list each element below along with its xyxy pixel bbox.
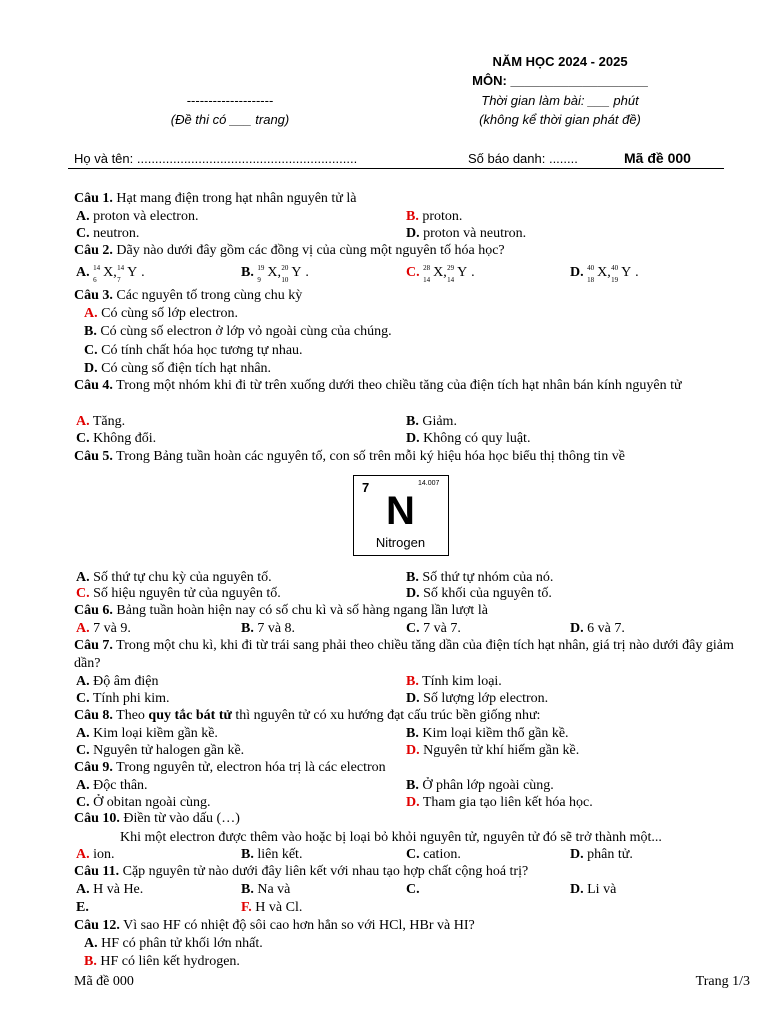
q1-option-a: A. proton và electron. bbox=[76, 209, 199, 224]
page-count: (Đề thi có ___ trang) bbox=[170, 112, 290, 127]
q8-option-d: D. Nguyên tử khí hiếm gần kề. bbox=[406, 743, 580, 758]
q11-option-e: E. bbox=[76, 900, 89, 915]
q6-option-c: C. 7 và 7. bbox=[406, 621, 461, 636]
q8-option-b: B. Kim loại kiềm thổ gần kề. bbox=[406, 726, 569, 741]
q10-option-a: A. ion. bbox=[76, 847, 115, 862]
q11-option-f: F. H và Cl. bbox=[241, 900, 303, 915]
q10-statement: Khi một electron được thêm vào hoặc bị loại bỏ khỏi nguyên tử, nguyên tử đó sẽ trở thành một... bbox=[120, 830, 662, 845]
q5-option-d: D. Số khối của nguyên tố. bbox=[406, 586, 552, 601]
q4-option-a: A. Tăng. bbox=[76, 414, 126, 429]
question-3: Câu 3. Các nguyên tố trong cùng chu kỳ bbox=[74, 288, 303, 303]
time-note: (không kể thời gian phát đề) bbox=[479, 112, 641, 127]
element-symbol: N bbox=[386, 489, 415, 533]
footer-page-number: Trang 1/3 bbox=[695, 974, 750, 989]
question-11: Câu 11. Cặp nguyên tử nào dưới đây liên kết với nhau tạo hợp chất cộng hoá trị? bbox=[74, 864, 529, 879]
q3-option-a: A. Có cùng số lớp electron. bbox=[84, 306, 239, 321]
header-divider bbox=[68, 168, 724, 169]
q4-option-d: D. Không có quy luật. bbox=[406, 431, 531, 446]
q9-option-a: A. Độc thân. bbox=[76, 778, 148, 793]
q4-option-b: B. Giảm. bbox=[406, 414, 457, 429]
question-8: Câu 8. Theo quy tắc bát tử thì nguyên tử có xu hướng đạt cấu trúc bền giống như: bbox=[74, 708, 541, 723]
atomic-mass: 14.007 bbox=[418, 480, 440, 487]
question-6: Câu 6. Bảng tuần hoàn hiện nay có số chu kì và số hàng ngang lần lượt là bbox=[74, 603, 488, 618]
q8-option-c: C. Nguyên tử halogen gần kề. bbox=[76, 743, 245, 758]
q6-option-b: B. 7 và 8. bbox=[241, 621, 296, 636]
question-5: Câu 5. Trong Bảng tuần hoàn các nguyên tố, con số trên mỗi ký hiệu hóa học biểu thị thông tin về bbox=[74, 449, 625, 464]
nitrogen-element-tile bbox=[353, 475, 449, 556]
q6-option-d: D. 6 và 7. bbox=[570, 621, 625, 636]
name-field: Họ và tên: ............................................................. bbox=[74, 151, 358, 166]
q2-option-a: A. 14 6 X, 14 7 Y . bbox=[76, 264, 145, 284]
q2-option-b: B. 19 9 X, 20 10 Y . bbox=[241, 264, 309, 284]
q2-option-c: C. 28 14 X, 29 14 Y . bbox=[406, 264, 475, 284]
q9-option-b: B. Ở phân lớp ngoài cùng. bbox=[406, 778, 554, 793]
q7-option-b: B. Tính kim loại. bbox=[406, 674, 502, 689]
q11-option-d: D. Li và bbox=[570, 882, 617, 897]
q1-option-c: C. neutron. bbox=[76, 226, 140, 241]
footer-exam-code: Mã đề 000 bbox=[74, 974, 134, 989]
q4-option-c: C. Không đổi. bbox=[76, 431, 157, 446]
q12-option-a: A. HF có phân tử khối lớn nhất. bbox=[84, 936, 263, 951]
sbd-field: Số báo danh: ........ bbox=[468, 151, 578, 166]
q11-option-a: A. H và He. bbox=[76, 882, 144, 897]
q3-option-d: D. Có cùng số điện tích hạt nhân. bbox=[84, 361, 272, 376]
subject-label: MÔN: ___________________ bbox=[472, 73, 648, 88]
q6-option-a: A. 7 và 9. bbox=[76, 621, 131, 636]
q9-option-d: D. Tham gia tạo liên kết hóa học. bbox=[406, 795, 593, 810]
q10-option-d: D. phân tử. bbox=[570, 847, 633, 862]
q10-option-b: B. liên kết. bbox=[241, 847, 303, 862]
question-12: Câu 12. Vì sao HF có nhiệt độ sôi cao hơn hẳn so với HCl, HBr và HI? bbox=[74, 918, 475, 933]
q11-option-c: C. bbox=[406, 882, 420, 897]
question-4: Câu 4. Trong một nhóm khi đi từ trên xuống dưới theo chiều tăng của điện tích hạt nhân bán kính nguyên tử bbox=[74, 378, 682, 393]
school-year: NĂM HỌC 2024 - 2025 bbox=[492, 54, 628, 69]
q3-option-c: C. Có tính chất hóa học tương tự nhau. bbox=[84, 343, 303, 358]
atomic-number: 7 bbox=[362, 480, 370, 495]
q7-option-d: D. Số lượng lớp electron. bbox=[406, 691, 549, 706]
q11-option-b: B. Na và bbox=[241, 882, 291, 897]
question-9: Câu 9. Trong nguyên tử, electron hóa trị là các electron bbox=[74, 760, 386, 775]
q7-option-c: C. Tính phi kim. bbox=[76, 691, 170, 706]
question-2: Câu 2. Dãy nào dưới đây gồm các đồng vị của cùng một nguyên tố hóa học? bbox=[74, 243, 505, 258]
header-dashes: -------------------- bbox=[186, 93, 274, 108]
q5-option-a: A. Số thứ tự chu kỳ của nguyên tố. bbox=[76, 570, 272, 585]
q7-option-a: A. Độ âm điện bbox=[76, 674, 159, 689]
element-name: Nitrogen bbox=[375, 535, 426, 550]
time-label: Thời gian làm bài: ___ phút bbox=[481, 93, 639, 108]
q5-option-b: B. Số thứ tự nhóm của nó. bbox=[406, 570, 554, 585]
q9-option-c: C. Ở obitan ngoài cùng. bbox=[76, 795, 211, 810]
q8-option-a: A. Kim loại kiềm gần kề. bbox=[76, 726, 218, 741]
q10-option-c: C. cation. bbox=[406, 847, 461, 862]
question-10: Câu 10. Điền từ vào dấu (…) bbox=[74, 811, 240, 826]
q1-option-d: D. proton và neutron. bbox=[406, 226, 527, 241]
q1-option-b: B. proton. bbox=[406, 209, 463, 224]
q3-option-b: B. Có cùng số electron ở lớp vỏ ngoài cùng của chúng. bbox=[84, 324, 392, 339]
question-1: Câu 1. Hạt mang điện trong hạt nhân nguyên tử là bbox=[74, 191, 357, 206]
q5-option-c: C. Số hiệu nguyên tử của nguyên tố. bbox=[76, 586, 281, 601]
q2-option-d: D. 40 18 X, 40 19 Y . bbox=[570, 264, 639, 284]
exam-code: Mã đề 000 bbox=[624, 150, 691, 166]
q12-option-b: B. HF có liên kết hydrogen. bbox=[84, 954, 240, 969]
question-7: Câu 7. Trong một chu kì, khi đi từ trái sang phải theo chiều tăng dần của điện tích hạt nhân, giá trị nào dưới đây giảm dần? bbox=[74, 638, 734, 671]
